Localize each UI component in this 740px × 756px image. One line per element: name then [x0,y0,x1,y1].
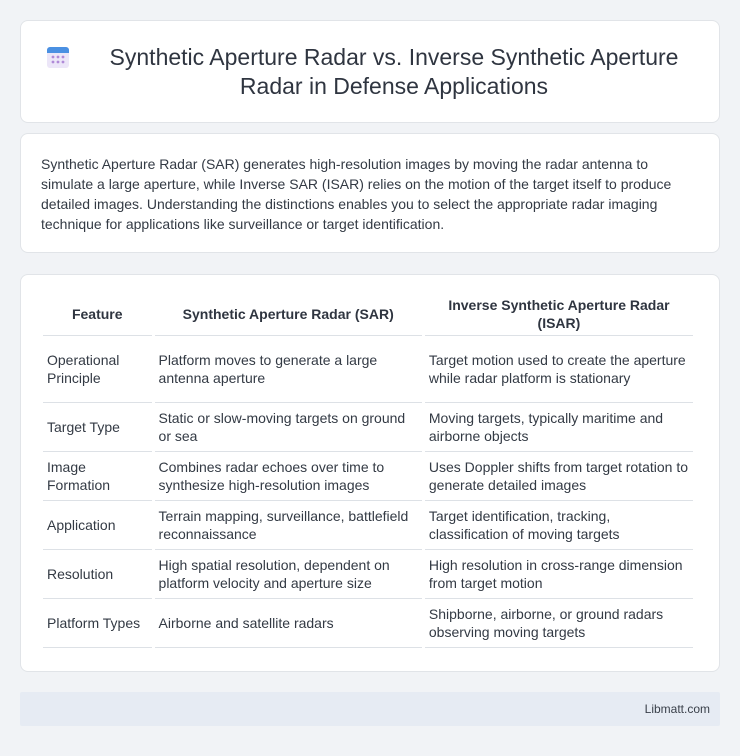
comparison-table-card [20,274,720,672]
isar-cell: Shipborne, airborne, or ground radars observing moving targets [425,599,693,648]
isar-cell: High resolution in cross-range dimension from target motion [425,550,693,599]
sar-cell: High spatial resolution, dependent on platform velocity and aperture size [155,550,422,599]
sar-cell: Airborne and satellite radars [155,599,422,648]
table-row [43,599,693,648]
table-header-row [43,293,693,336]
isar-cell: Moving targets, typically maritime and airborne objects [425,403,693,452]
feature-cell: Resolution [43,550,152,599]
sar-cell: Combines radar echoes over time to synthesize high-resolution images [155,452,422,501]
sar-cell: Static or slow-moving targets on ground or sea [155,403,422,452]
header-sar: Synthetic Aperture Radar (SAR) [155,293,422,336]
feature-cell: Platform Types [43,599,152,648]
calendar-grid-icon [45,44,71,70]
header-feature: Feature [43,293,152,336]
table-row [43,452,693,501]
comparison-table [40,293,696,648]
feature-cell: Image Formation [43,452,152,501]
intro-paragraph: Synthetic Aperture Radar (SAR) generates high-resolution images by moving the radar antenna to simulate a large aperture, while Inverse SAR (ISAR) relies on the motion of the target itself to produce detailed images. Understanding the distinctions enables you to select the appropriate radar imaging technique for applications like surveillance or target identification. [41,156,672,232]
feature-cell: Application [43,501,152,550]
isar-cell: Target motion used to create the aperture while radar platform is stationary [425,336,693,403]
feature-cell: Target Type [43,403,152,452]
table-row [43,501,693,550]
intro-card [20,133,720,253]
footer-bar [20,692,720,726]
table-row [43,550,693,599]
feature-cell: Operational Principle [43,336,152,403]
sar-cell: Platform moves to generate a large antenna aperture [155,336,422,403]
isar-cell: Uses Doppler shifts from target rotation to generate detailed images [425,452,693,501]
sar-cell: Terrain mapping, surveillance, battlefield reconnaissance [155,501,422,550]
isar-cell: Target identification, tracking, classification of moving targets [425,501,693,550]
footer-site-link[interactable]: Libmatt.com [644,702,710,716]
title-card [20,20,720,123]
table-row [43,403,693,452]
page-title: Synthetic Aperture Radar vs. Inverse Synthetic Aperture Radar in Defense Applications [109,43,679,99]
table-row [43,336,693,403]
header-isar: Inverse Synthetic Aperture Radar (ISAR) [425,293,693,336]
